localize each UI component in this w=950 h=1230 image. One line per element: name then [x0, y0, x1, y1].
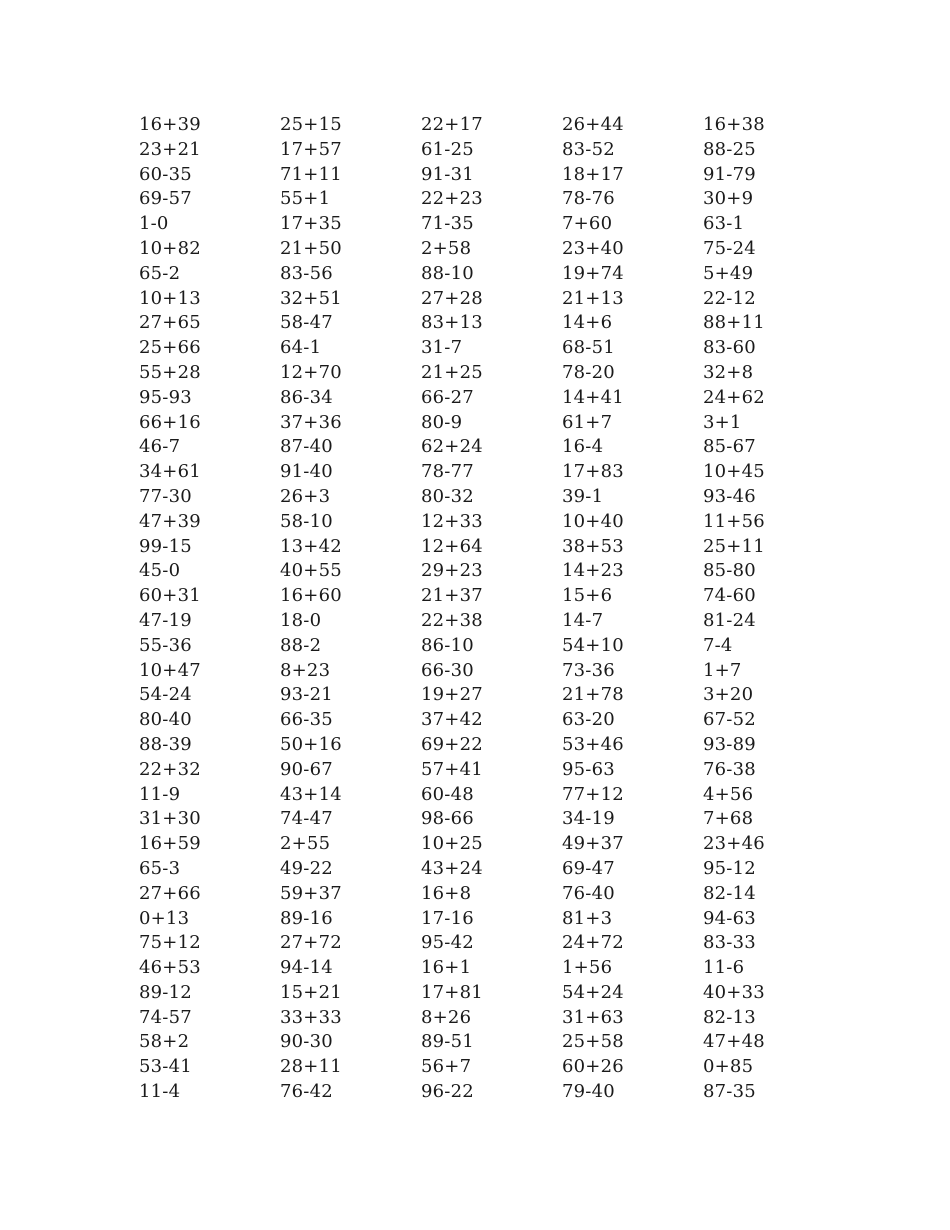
arithmetic-problem-grid — [139, 113, 844, 1105]
arithmetic-problem: 27+28 — [421, 287, 483, 309]
arithmetic-problem: 56+7 — [421, 1056, 472, 1078]
arithmetic-problem: 1+56 — [562, 957, 613, 979]
arithmetic-problem: 88-39 — [139, 733, 192, 755]
arithmetic-problem: 88-10 — [421, 262, 474, 284]
arithmetic-problem: 39-1 — [562, 485, 604, 507]
arithmetic-problem: 11+56 — [703, 510, 765, 532]
arithmetic-problem: 23+46 — [703, 833, 765, 855]
arithmetic-problem: 34-19 — [562, 808, 615, 830]
arithmetic-problem: 64-1 — [280, 337, 322, 359]
arithmetic-problem: 98-66 — [421, 808, 474, 830]
arithmetic-problem: 58+2 — [139, 1031, 190, 1053]
arithmetic-problem: 74-47 — [280, 808, 333, 830]
arithmetic-problem: 60+31 — [139, 585, 201, 607]
arithmetic-problem: 63-20 — [562, 709, 615, 731]
arithmetic-problem: 83-33 — [703, 932, 756, 954]
arithmetic-problem: 74-57 — [139, 1006, 192, 1028]
arithmetic-problem: 15+21 — [280, 981, 342, 1003]
arithmetic-problem: 71+11 — [280, 163, 342, 185]
arithmetic-problem: 30+9 — [703, 188, 754, 210]
arithmetic-problem: 15+6 — [562, 585, 613, 607]
arithmetic-problem: 93-21 — [280, 684, 333, 706]
arithmetic-problem: 94-63 — [703, 907, 756, 929]
arithmetic-problem: 55+28 — [139, 361, 201, 383]
arithmetic-problem: 25+58 — [562, 1031, 624, 1053]
arithmetic-problem: 14+6 — [562, 312, 613, 334]
arithmetic-problem: 77+12 — [562, 783, 624, 805]
arithmetic-problem: 58-10 — [280, 510, 333, 532]
arithmetic-problem: 13+42 — [280, 535, 342, 557]
arithmetic-problem: 95-63 — [562, 758, 615, 780]
arithmetic-problem: 81+3 — [562, 907, 613, 929]
arithmetic-problem: 31+63 — [562, 1006, 624, 1028]
arithmetic-problem: 54+10 — [562, 634, 624, 656]
arithmetic-problem: 21+78 — [562, 684, 624, 706]
arithmetic-problem: 21+37 — [421, 585, 483, 607]
arithmetic-problem: 22-12 — [703, 287, 756, 309]
arithmetic-problem: 12+64 — [421, 535, 483, 557]
arithmetic-problem: 37+36 — [280, 411, 342, 433]
arithmetic-problem: 88+11 — [703, 312, 765, 334]
arithmetic-problem: 82-13 — [703, 1006, 756, 1028]
arithmetic-problem: 49-22 — [280, 857, 333, 879]
arithmetic-problem: 53-41 — [139, 1056, 192, 1078]
arithmetic-problem: 26+3 — [280, 485, 331, 507]
arithmetic-problem: 88-25 — [703, 138, 756, 160]
arithmetic-problem: 27+72 — [280, 932, 342, 954]
arithmetic-problem: 80-40 — [139, 709, 192, 731]
arithmetic-problem: 69+22 — [421, 733, 483, 755]
arithmetic-problem: 95-93 — [139, 386, 192, 408]
arithmetic-problem: 74-60 — [703, 585, 756, 607]
arithmetic-problem: 19+27 — [421, 684, 483, 706]
arithmetic-problem: 93-46 — [703, 485, 756, 507]
arithmetic-problem: 69-47 — [562, 857, 615, 879]
arithmetic-problem: 31-7 — [421, 337, 463, 359]
arithmetic-problem: 16-4 — [562, 436, 604, 458]
arithmetic-problem: 33+33 — [280, 1006, 342, 1028]
arithmetic-problem: 18-0 — [280, 609, 322, 631]
arithmetic-problem: 99-15 — [139, 535, 192, 557]
arithmetic-problem: 80-9 — [421, 411, 463, 433]
arithmetic-problem: 16+59 — [139, 833, 201, 855]
arithmetic-problem: 7+60 — [562, 213, 613, 235]
arithmetic-problem: 65-3 — [139, 857, 181, 879]
arithmetic-problem: 1+7 — [703, 659, 742, 681]
arithmetic-problem: 22+17 — [421, 114, 483, 135]
arithmetic-problem: 78-77 — [421, 461, 474, 483]
arithmetic-problem: 82-14 — [703, 882, 756, 904]
arithmetic-problem: 78-76 — [562, 188, 615, 210]
arithmetic-problem: 10+13 — [139, 287, 201, 309]
arithmetic-problem: 14+41 — [562, 386, 624, 408]
arithmetic-problem: 83-56 — [280, 262, 333, 284]
arithmetic-problem: 66+16 — [139, 411, 201, 433]
arithmetic-problem: 78-20 — [562, 361, 615, 383]
arithmetic-problem: 11-4 — [139, 1081, 181, 1103]
arithmetic-problem: 8+26 — [421, 1006, 472, 1028]
arithmetic-problem: 91-79 — [703, 163, 756, 185]
arithmetic-problem: 10+40 — [562, 510, 624, 532]
arithmetic-problem: 86-10 — [421, 634, 474, 656]
arithmetic-problem: 90-30 — [280, 1031, 333, 1053]
arithmetic-problem: 86-34 — [280, 386, 333, 408]
arithmetic-problem: 55-36 — [139, 634, 192, 656]
arithmetic-problem: 83-52 — [562, 138, 615, 160]
arithmetic-problem: 47+48 — [703, 1031, 765, 1053]
arithmetic-problem: 24+62 — [703, 386, 765, 408]
arithmetic-problem: 63-1 — [703, 213, 745, 235]
arithmetic-problem: 57+41 — [421, 758, 483, 780]
arithmetic-problem: 2+55 — [280, 833, 331, 855]
arithmetic-problem: 60-48 — [421, 783, 474, 805]
arithmetic-problem: 87-40 — [280, 436, 333, 458]
arithmetic-problem: 0+85 — [703, 1056, 754, 1078]
arithmetic-problem: 85-67 — [703, 436, 756, 458]
arithmetic-problem: 54-24 — [139, 684, 192, 706]
arithmetic-problem: 29+23 — [421, 560, 483, 582]
arithmetic-problem: 12+33 — [421, 510, 483, 532]
arithmetic-problem: 96-22 — [421, 1081, 474, 1103]
arithmetic-problem: 25+11 — [703, 535, 765, 557]
arithmetic-problem: 58-47 — [280, 312, 333, 334]
arithmetic-problem: 10+25 — [421, 833, 483, 855]
arithmetic-problem: 66-27 — [421, 386, 474, 408]
arithmetic-problem: 11-6 — [703, 957, 745, 979]
arithmetic-problem: 93-89 — [703, 733, 756, 755]
arithmetic-problem: 50+16 — [280, 733, 342, 755]
arithmetic-problem: 89-51 — [421, 1031, 474, 1053]
arithmetic-problem: 46-7 — [139, 436, 181, 458]
arithmetic-problem: 3+1 — [703, 411, 742, 433]
arithmetic-problem: 61-25 — [421, 138, 474, 160]
arithmetic-problem: 77-30 — [139, 485, 192, 507]
arithmetic-problem: 25+15 — [280, 114, 342, 135]
arithmetic-problem: 43+24 — [421, 857, 483, 879]
arithmetic-problem: 26+44 — [562, 114, 624, 135]
arithmetic-problem: 16+60 — [280, 585, 342, 607]
arithmetic-problem: 22+32 — [139, 758, 201, 780]
arithmetic-problem: 32+51 — [280, 287, 342, 309]
arithmetic-problem: 43+14 — [280, 783, 342, 805]
arithmetic-problem: 60+26 — [562, 1056, 624, 1078]
arithmetic-problem: 81-24 — [703, 609, 756, 631]
arithmetic-problem: 17+35 — [280, 213, 342, 235]
arithmetic-problem: 10+45 — [703, 461, 765, 483]
arithmetic-problem: 38+53 — [562, 535, 624, 557]
arithmetic-problem: 0+13 — [139, 907, 190, 929]
arithmetic-problem: 89-12 — [139, 981, 192, 1003]
arithmetic-problem: 2+58 — [421, 237, 472, 259]
arithmetic-problem: 14+23 — [562, 560, 624, 582]
arithmetic-problem: 75+12 — [139, 932, 201, 954]
arithmetic-problem: 75-24 — [703, 237, 756, 259]
arithmetic-problem: 87-35 — [703, 1081, 756, 1103]
arithmetic-problem: 40+55 — [280, 560, 342, 582]
arithmetic-problem: 94-14 — [280, 957, 333, 979]
arithmetic-problem: 16+8 — [421, 882, 472, 904]
arithmetic-problem: 47+39 — [139, 510, 201, 532]
arithmetic-problem: 45-0 — [139, 560, 181, 582]
arithmetic-problem: 76-40 — [562, 882, 615, 904]
arithmetic-problem: 7+68 — [703, 808, 754, 830]
arithmetic-problem: 91-40 — [280, 461, 333, 483]
arithmetic-problem: 12+70 — [280, 361, 342, 383]
arithmetic-problem: 83-60 — [703, 337, 756, 359]
arithmetic-problem: 19+74 — [562, 262, 624, 284]
arithmetic-problem: 17+81 — [421, 981, 483, 1003]
arithmetic-problem: 80-32 — [421, 485, 474, 507]
arithmetic-problem: 14-7 — [562, 609, 604, 631]
arithmetic-problem: 95-42 — [421, 932, 474, 954]
arithmetic-problem: 22+38 — [421, 609, 483, 631]
arithmetic-problem: 71-35 — [421, 213, 474, 235]
arithmetic-problem: 8+23 — [280, 659, 331, 681]
arithmetic-problem: 21+13 — [562, 287, 624, 309]
arithmetic-problem: 23+40 — [562, 237, 624, 259]
arithmetic-problem: 89-16 — [280, 907, 333, 929]
arithmetic-problem: 67-52 — [703, 709, 756, 731]
arithmetic-problem: 49+37 — [562, 833, 624, 855]
arithmetic-problem: 3+20 — [703, 684, 754, 706]
arithmetic-problem: 16+1 — [421, 957, 472, 979]
arithmetic-problem: 4+56 — [703, 783, 754, 805]
arithmetic-problem: 1-0 — [139, 213, 169, 235]
arithmetic-problem: 54+24 — [562, 981, 624, 1003]
arithmetic-problem: 61+7 — [562, 411, 613, 433]
arithmetic-problem: 7-4 — [703, 634, 733, 656]
arithmetic-problem: 17-16 — [421, 907, 474, 929]
arithmetic-problem: 95-12 — [703, 857, 756, 879]
arithmetic-problem: 23+21 — [139, 138, 201, 160]
arithmetic-problem: 60-35 — [139, 163, 192, 185]
arithmetic-problem: 18+17 — [562, 163, 624, 185]
arithmetic-problem: 16+38 — [703, 114, 765, 135]
arithmetic-problem: 16+39 — [139, 114, 201, 135]
arithmetic-problem: 65-2 — [139, 262, 181, 284]
arithmetic-problem: 17+83 — [562, 461, 624, 483]
arithmetic-problem: 27+66 — [139, 882, 201, 904]
arithmetic-problem: 47-19 — [139, 609, 192, 631]
arithmetic-problem: 40+33 — [703, 981, 765, 1003]
arithmetic-problem: 28+11 — [280, 1056, 342, 1078]
arithmetic-problem: 46+53 — [139, 957, 201, 979]
arithmetic-problem: 27+65 — [139, 312, 201, 334]
arithmetic-problem: 22+23 — [421, 188, 483, 210]
arithmetic-problem: 37+42 — [421, 709, 483, 731]
arithmetic-problem: 68-51 — [562, 337, 615, 359]
arithmetic-problem: 91-31 — [421, 163, 474, 185]
arithmetic-problem: 32+8 — [703, 361, 754, 383]
arithmetic-problem: 25+66 — [139, 337, 201, 359]
arithmetic-problem: 88-2 — [280, 634, 322, 656]
arithmetic-problem: 31+30 — [139, 808, 201, 830]
arithmetic-problem: 5+49 — [703, 262, 754, 284]
arithmetic-problem: 85-80 — [703, 560, 756, 582]
arithmetic-problem: 34+61 — [139, 461, 201, 483]
arithmetic-problem: 69-57 — [139, 188, 192, 210]
arithmetic-problem: 11-9 — [139, 783, 181, 805]
arithmetic-problem: 83+13 — [421, 312, 483, 334]
arithmetic-problem: 76-38 — [703, 758, 756, 780]
arithmetic-problem: 76-42 — [280, 1081, 333, 1103]
arithmetic-problem: 73-36 — [562, 659, 615, 681]
arithmetic-problem: 59+37 — [280, 882, 342, 904]
arithmetic-problem: 10+47 — [139, 659, 201, 681]
arithmetic-problem: 17+57 — [280, 138, 342, 160]
arithmetic-problem: 90-67 — [280, 758, 333, 780]
arithmetic-problem: 10+82 — [139, 237, 201, 259]
arithmetic-problem: 53+46 — [562, 733, 624, 755]
arithmetic-problem: 21+50 — [280, 237, 342, 259]
arithmetic-problem: 79-40 — [562, 1081, 615, 1103]
arithmetic-problem: 21+25 — [421, 361, 483, 383]
arithmetic-problem: 62+24 — [421, 436, 483, 458]
arithmetic-problem: 66-30 — [421, 659, 474, 681]
arithmetic-problem: 66-35 — [280, 709, 333, 731]
arithmetic-problem: 24+72 — [562, 932, 624, 954]
arithmetic-problem: 55+1 — [280, 188, 331, 210]
